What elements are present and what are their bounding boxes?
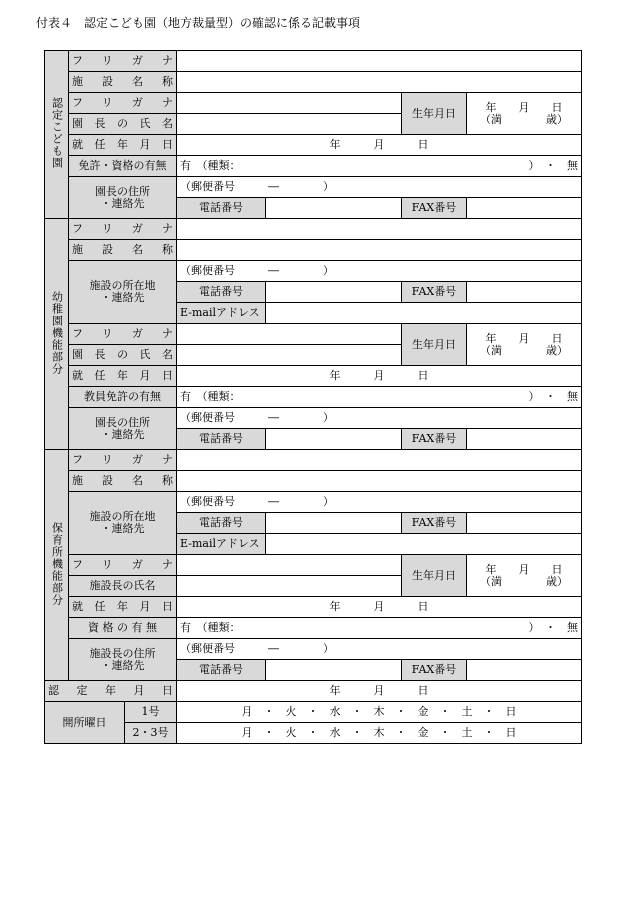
- input-fax[interactable]: [467, 429, 582, 450]
- input-phone[interactable]: [266, 282, 402, 303]
- input-facility-name[interactable]: [177, 72, 582, 93]
- input-director-furigana[interactable]: [177, 555, 402, 576]
- input-furigana[interactable]: [177, 51, 582, 72]
- label-email: E-mailアドレス: [177, 303, 266, 324]
- label-facility-director-name: 施設長の氏名: [69, 576, 177, 597]
- input-appointment-date[interactable]: 年 月 日: [177, 597, 582, 618]
- input-qualification[interactable]: 有 （種類： ） ・ 無: [177, 618, 582, 639]
- label-director-name: 園長の氏名: [69, 345, 177, 366]
- input-fax[interactable]: [467, 513, 582, 534]
- input-director-furigana[interactable]: [177, 324, 402, 345]
- input-phone[interactable]: [266, 198, 402, 219]
- section-youchien: 幼稚園機能部分: [45, 219, 69, 450]
- input-fax[interactable]: [467, 282, 582, 303]
- label-facility-name: 施設名称: [69, 72, 177, 93]
- label-fax: FAX番号: [402, 513, 467, 534]
- label-birthdate: 生年月日: [402, 93, 467, 135]
- input-director-name[interactable]: [177, 345, 402, 366]
- input-facility-director-name[interactable]: [177, 576, 402, 597]
- label-furigana: フリガナ: [69, 51, 177, 72]
- input-director-furigana[interactable]: [177, 93, 402, 114]
- section-hoikusho: 保育所機能部分: [45, 450, 69, 681]
- input-facility-name[interactable]: [177, 240, 582, 261]
- label-director-furigana: フリガナ: [69, 324, 177, 345]
- label-facility-name: 施設名称: [69, 240, 177, 261]
- input-facility-name[interactable]: [177, 471, 582, 492]
- label-facility-location: 施設の所在地 ・連絡先: [69, 492, 177, 555]
- input-fax[interactable]: [467, 660, 582, 681]
- input-postal[interactable]: （郵便番号 ― ）: [177, 492, 582, 513]
- label-appointment-date: 就任年月日: [69, 366, 177, 387]
- input-director-name[interactable]: [177, 114, 402, 135]
- input-email[interactable]: [266, 534, 582, 555]
- input-weekdays-type-23[interactable]: 月 ・ 火 ・ 水 ・ 木 ・ 金 ・ 土 ・ 日: [177, 723, 582, 744]
- input-phone[interactable]: [266, 513, 402, 534]
- input-director-postal[interactable]: （郵便番号 ― ）: [177, 639, 582, 660]
- label-appointment-date: 就任年月日: [69, 135, 177, 156]
- input-teacher-license[interactable]: 有 （種類： ） ・ 無: [177, 387, 582, 408]
- input-approval-date[interactable]: 年 月 日: [177, 681, 582, 702]
- label-license: 免許・資格の有無: [69, 156, 177, 177]
- label-birthdate: 生年月日: [402, 555, 467, 597]
- input-postal[interactable]: （郵便番号 ― ）: [177, 261, 582, 282]
- label-phone: 電話番号: [177, 282, 266, 303]
- label-fax: FAX番号: [402, 282, 467, 303]
- label-opening-days: 開所曜日: [45, 702, 125, 744]
- label-appointment-date: 就任年月日: [69, 597, 177, 618]
- input-email[interactable]: [266, 303, 582, 324]
- input-furigana[interactable]: [177, 450, 582, 471]
- label-phone: 電話番号: [177, 198, 266, 219]
- input-weekdays-type-1[interactable]: 月 ・ 火 ・ 水 ・ 木 ・ 金 ・ 土 ・ 日: [177, 702, 582, 723]
- label-director-furigana: フリガナ: [69, 93, 177, 114]
- input-birthdate[interactable]: 年 月 日 （満 歳）: [467, 93, 582, 135]
- input-fax[interactable]: [467, 198, 582, 219]
- input-birthdate[interactable]: 年 月 日 （満 歳）: [467, 324, 582, 366]
- label-director-name: 園長の氏名: [69, 114, 177, 135]
- label-phone: 電話番号: [177, 660, 266, 681]
- input-director-postal[interactable]: （郵便番号 ― ）: [177, 177, 582, 198]
- input-license[interactable]: 有 （種類： ） ・ 無: [177, 156, 582, 177]
- label-director-furigana: フリガナ: [69, 555, 177, 576]
- input-appointment-date[interactable]: 年 月 日: [177, 135, 582, 156]
- label-fax: FAX番号: [402, 660, 467, 681]
- label-facility-director-address: 施設長の住所 ・連絡先: [69, 639, 177, 681]
- input-phone[interactable]: [266, 429, 402, 450]
- input-birthdate[interactable]: 年 月 日 （満 歳）: [467, 555, 582, 597]
- label-type-23: 2・3号: [125, 723, 177, 744]
- label-phone: 電話番号: [177, 513, 266, 534]
- label-phone: 電話番号: [177, 429, 266, 450]
- label-director-address: 園長の住所 ・連絡先: [69, 408, 177, 450]
- label-type-1: 1号: [125, 702, 177, 723]
- input-appointment-date[interactable]: 年 月 日: [177, 366, 582, 387]
- label-facility-name: 施設名称: [69, 471, 177, 492]
- input-phone[interactable]: [266, 660, 402, 681]
- input-director-postal[interactable]: （郵便番号 ― ）: [177, 408, 582, 429]
- label-teacher-license: 教員免許の有無: [69, 387, 177, 408]
- label-facility-location: 施設の所在地 ・連絡先: [69, 261, 177, 324]
- label-qualification: 資 格 の 有 無: [69, 618, 177, 639]
- label-director-address: 園長の住所 ・連絡先: [69, 177, 177, 219]
- label-fax: FAX番号: [402, 198, 467, 219]
- label-email: E-mailアドレス: [177, 534, 266, 555]
- label-furigana: フリガナ: [69, 219, 177, 240]
- section-kodomoen: 認定こども園: [45, 51, 69, 219]
- form-table: [44, 50, 582, 744]
- input-furigana[interactable]: [177, 219, 582, 240]
- label-approval-date: 認定年月日: [45, 681, 177, 702]
- document-title: 付表４ 認定こども園（地方裁量型）の確認に係る記載事項: [36, 16, 361, 30]
- label-birthdate: 生年月日: [402, 324, 467, 366]
- label-furigana: フリガナ: [69, 450, 177, 471]
- label-fax: FAX番号: [402, 429, 467, 450]
